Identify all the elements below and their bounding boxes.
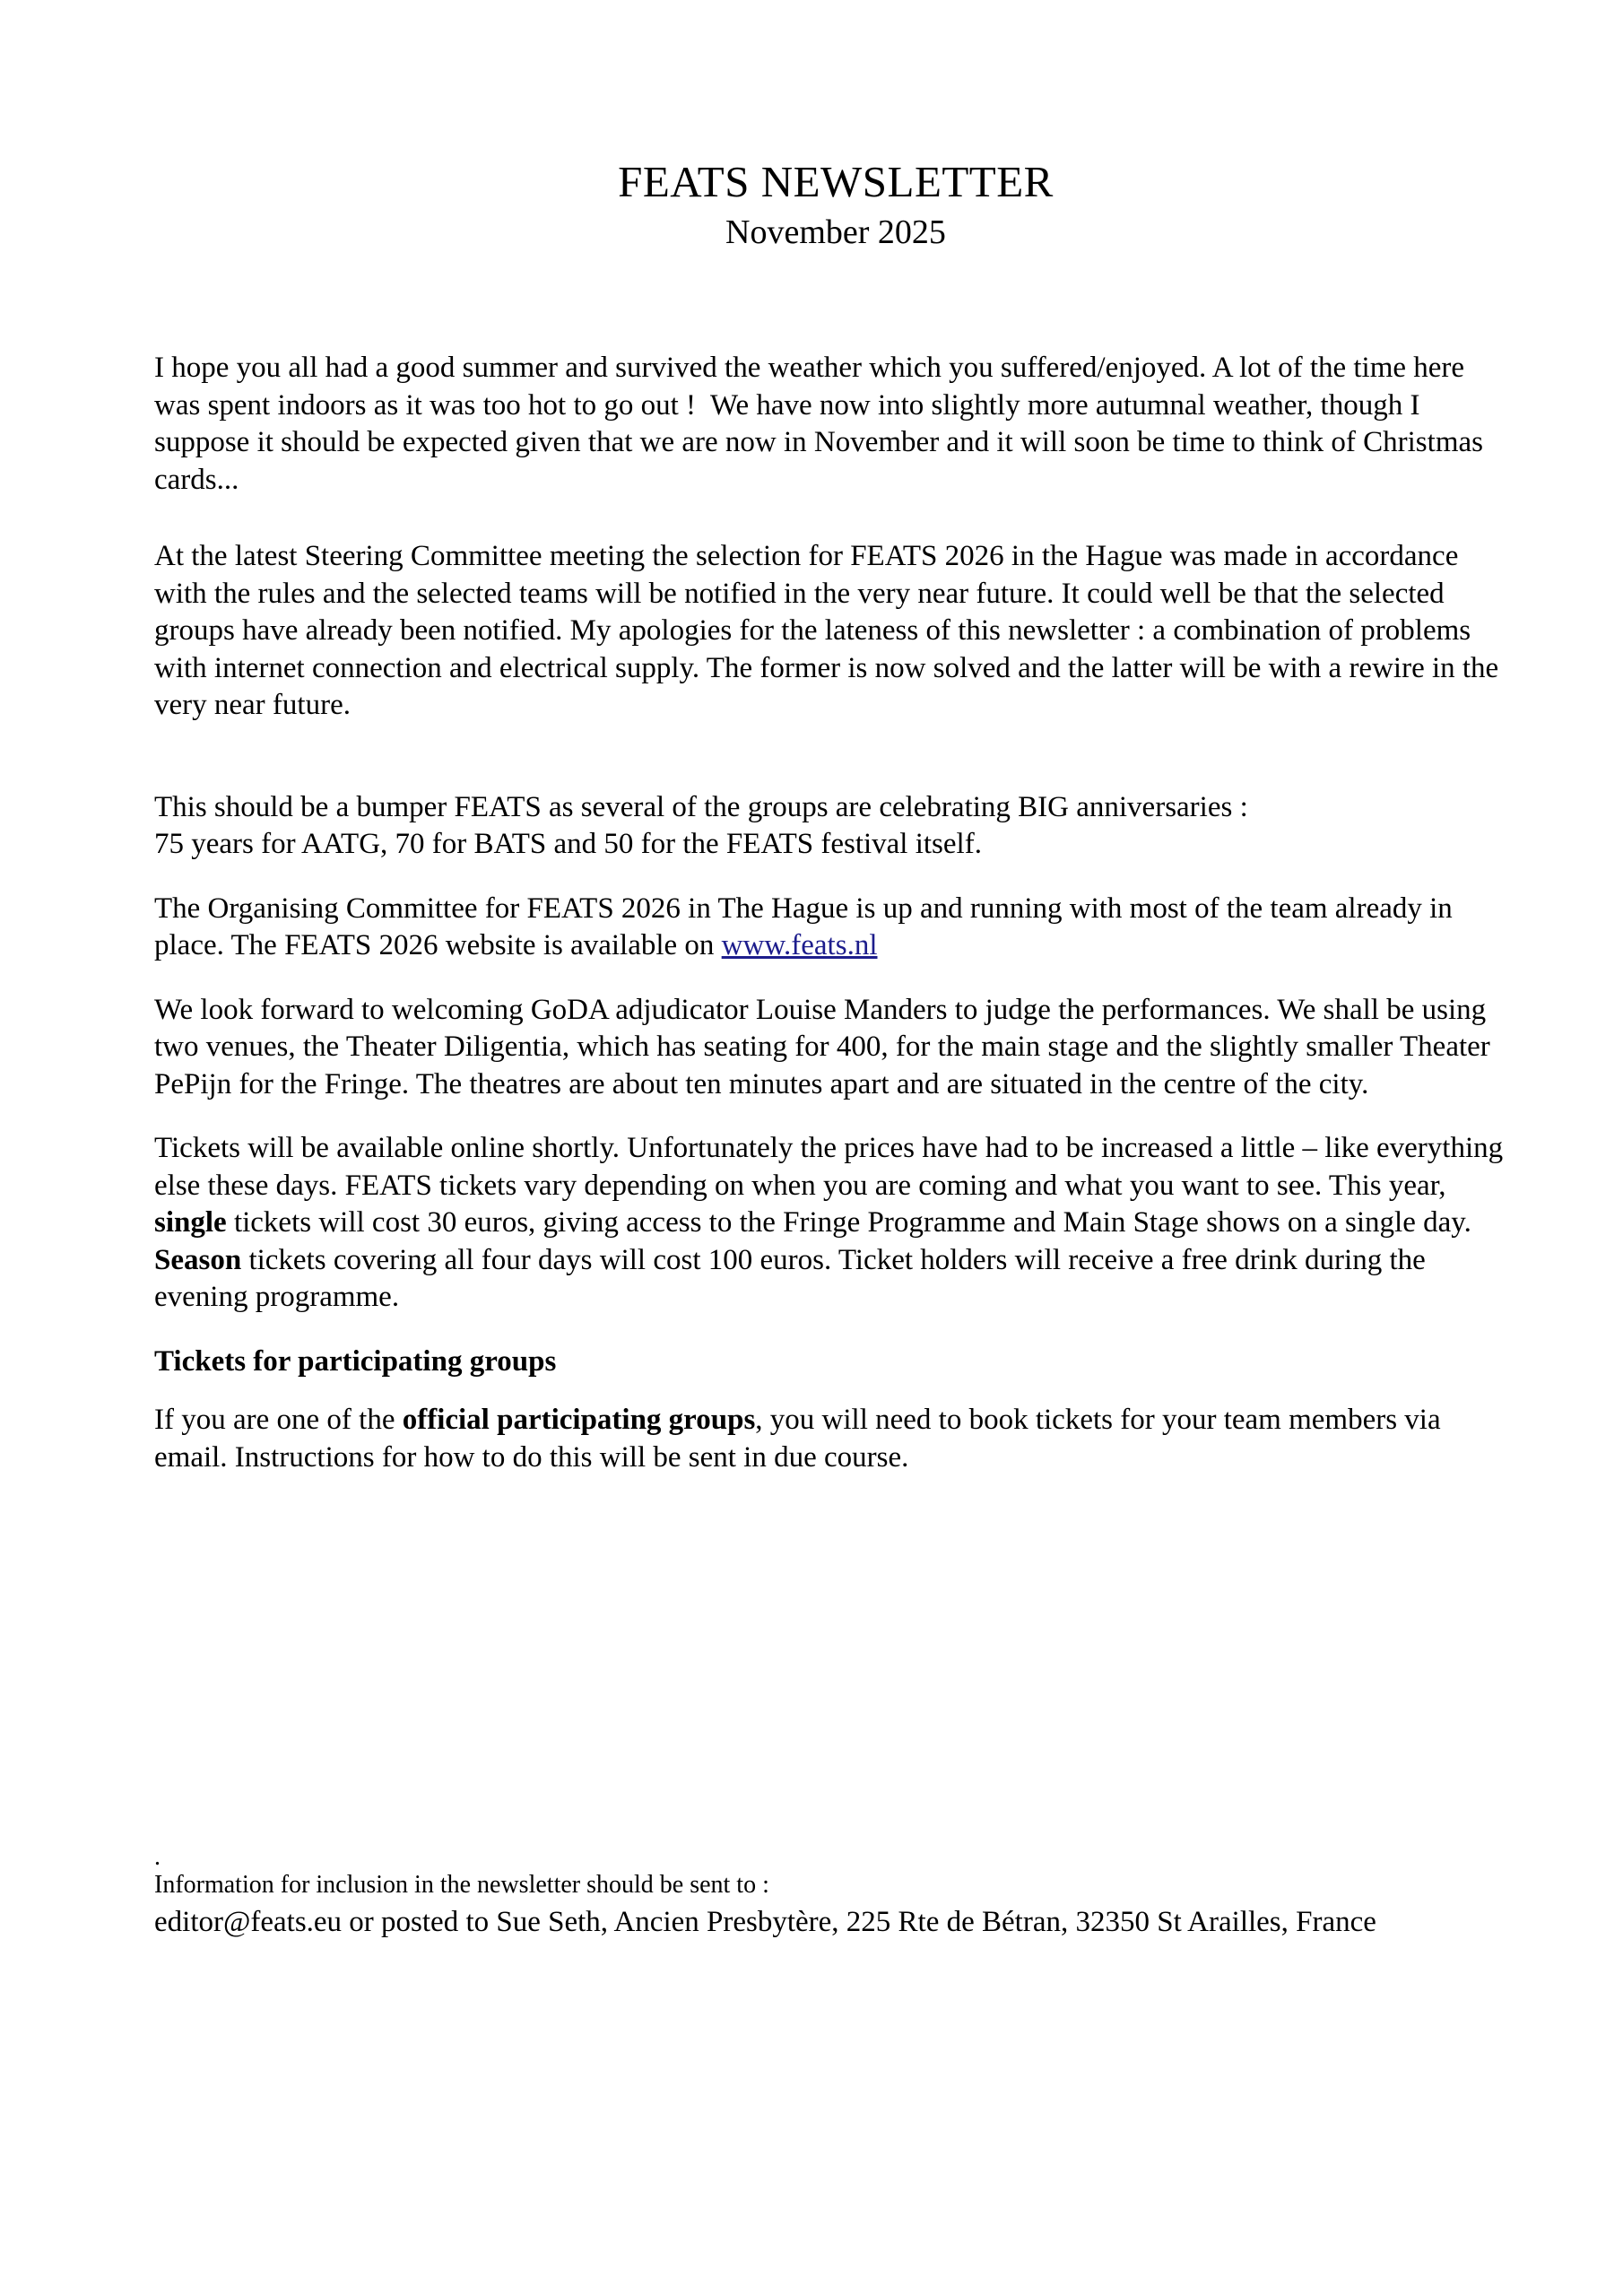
- tickets-text-part-3: tickets covering all four days will cost 100 euros. Ticket holders will receive a free drink during the evening programme.: [154, 1243, 1434, 1314]
- feats-website-link[interactable]: www.feats.nl: [721, 929, 878, 962]
- paragraph-participating-groups: [154, 1402, 1517, 1476]
- participating-groups-text-part-2: , you will need to book tickets for your team members via email. Instructions for how to do this will be sent in due course.: [154, 1404, 1448, 1474]
- organising-committee-text: The Organising Committee for FEATS 2026 in The Hague is up and running with most of the team already in place. The FEATS 2026 website is available on: [154, 891, 1461, 962]
- document-content: [154, 0, 1517, 1503]
- paragraph-steering-committee: At the latest Steering Committee meeting the selection for FEATS 2026 in the Hague was made in accordance with the rules and the selected teams will be notified in the very near future. It could well be that the selected groups have already been notified. My apologies for the lateness of this newsletter : a combination of problems with internet connection and electrical supply. The former is now solved and the latter will be with a rewire in the very near future.: [154, 540, 1506, 722]
- tickets-text-part-1: Tickets will be available online shortly. Unfortunately the prices have had to be increased a little – like everything else these days. FEATS tickets vary depending on when you are coming and what you want to see. This year,: [154, 1132, 1511, 1202]
- footer-submission-info: Information for inclusion in the newsletter should be sent to :: [154, 1871, 769, 1899]
- tickets-bold-season: Season: [154, 1243, 242, 1276]
- anniversaries-line-1: This should be a bumper FEATS as several of the groups are celebrating BIG anniversaries :: [154, 790, 1248, 823]
- section-heading-tickets-participating-groups: Tickets for participating groups: [154, 1344, 557, 1378]
- participating-groups-bold: official participating groups: [402, 1404, 756, 1437]
- paragraph-anniversaries: [154, 789, 1517, 864]
- page-title: FEATS NEWSLETTER: [618, 157, 1054, 206]
- anniversaries-line-2: 75 years for AATG, 70 for BATS and 50 for the FEATS festival itself.: [154, 828, 982, 861]
- page-subtitle: November 2025: [725, 213, 946, 251]
- footer-contact-address: editor@feats.eu or posted to Sue Seth, Ancien Presbytère, 225 Rte de Bétran, 32350 St Arailles, France: [154, 1906, 1376, 1938]
- paragraph-tickets: [154, 1130, 1517, 1317]
- newsletter-body: [154, 350, 1517, 1476]
- footer-stray-mark: .: [154, 1843, 161, 1871]
- tickets-text-part-2: tickets will cost 30 euros, giving access to the Fringe Programme and Main Stage shows on a single day.: [226, 1206, 1480, 1239]
- paragraph-intro: I hope you all had a good summer and survived the weather which you suffered/enjoyed. A lot of the time here was spent indoors as it was too hot to go out ! We have now into slightly more autumnal weather, though I suppose it should be expected given that we are now in November and it will soon be time to think of Christmas cards...: [154, 352, 1491, 496]
- paragraph-organising-committee: [154, 891, 1517, 965]
- document-footer: [154, 1843, 1535, 1941]
- masthead: [154, 0, 1517, 253]
- tickets-bold-single: single: [154, 1206, 227, 1239]
- participating-groups-text-part-1: If you are one of the: [154, 1404, 403, 1437]
- paragraph-venues: We look forward to welcoming GoDA adjudicator Louise Manders to judge the performances. We shall be using two venues, the Theater Diligentia, which has seating for 400, for the main stage and the slightly smaller Theater PePijn for the Fringe. The theatres are about ten minutes apart and are situated in the centre of the city.: [154, 993, 1498, 1100]
